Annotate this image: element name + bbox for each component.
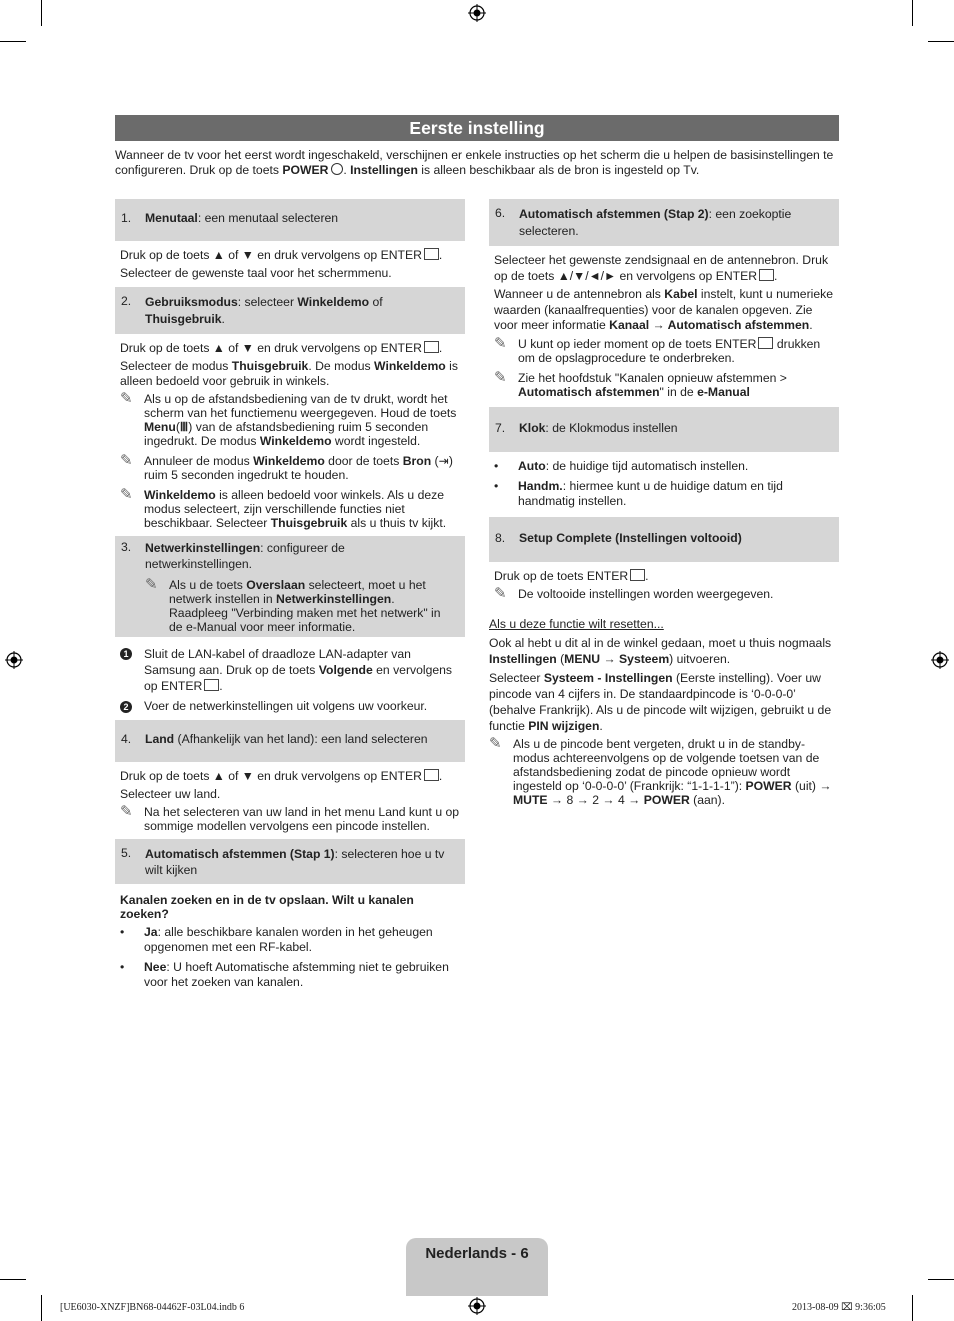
section-7-body (489, 459, 839, 509)
registration-mark-icon (931, 651, 949, 669)
page-title: Eerste instelling (115, 115, 839, 141)
print-slug-right: 2013-08-09 ⌧ 9:36:05 (792, 1302, 886, 1313)
section-6-body: Selecteer het gewenste zendsignaal en de antennebron. Druk op de toets ▲/▼/◄/► en vervolgens op ENTER . Wanneer u de antennebron als Kabel instelt, kunt u numerieke waarden (kanaalfrequenties) voor de kanalen opgeven. Zie voor meer informatie Kanaal → Automatisch afstemmen. ✎ U kunt op ieder moment op de toets ENTER drukken om de opslagprocedure te onderbreken. ✎ Zie het hoofdstuk "Kanalen opnieuw afstemmen > Automatisch afstemmen" in de e-Manual (494, 253, 833, 399)
note: ✎ De voltooide instellingen worden weergegeven. (494, 584, 774, 602)
intro-paragraph: Wanneer de tv voor het eerst wordt ingeschakeld, verschijnen er enkele instructies op het scherm die u helpen de basisinstellingen te configureren. Druk op de toets POWER . Instellingen is alleen beschikbaar als de bron is ingesteld op Tv. (115, 148, 834, 177)
section-7-header: 7. Klok: de Klokmodus instellen (489, 407, 839, 452)
right-column (489, 199, 839, 813)
pencil-note-icon: ✎ (120, 486, 133, 503)
reset-section: Als u deze functie wilt resetten... Ook al hebt u dit al in de winkel gedaan, moet u thuis nogmaals Instellingen (MENU → Systeem) uitvoeren. Selecteer Systeem - Instellingen (Eerste instelling). Voer uw pincode van 4 cijfers in. De standaardpincode is ‘0-0-0-0’ (behalve Frankrijk). Als u de pincode wilt wijzigen, gebruikt u de functie PIN wijzigen. ✎ Als u de pincode bent vergeten, drukt u in de standby-modus achtereenvolgens op de volgende toetsen van de afstandsbediening zodat de pincode opnieuw wordt ingesteld op ‘0-0-0-0’ (Frankrijk: “1-1-1-1”): POWER (uit) → MUTE → 8 → 2 → 4 → POWER (aan). (489, 616, 839, 807)
list-item: • Nee: U hoeft Automatische afstemming niet te gebruiken voor het zoeken van kanalen. (120, 960, 449, 989)
reset-heading: Als u deze functie wilt resetten... (489, 616, 664, 631)
crop-mark (41, 0, 42, 26)
note: ✎ Na het selecteren van uw land in het menu Land kunt u op sommige modellen vervolgens een pincode instellen. (120, 803, 460, 833)
crop-mark (928, 1279, 954, 1280)
list-item: • Auto: de huidige tijd automatisch instellen. (494, 458, 749, 473)
list-item: 1 Sluit de LAN-kabel of draadloze LAN-adapter van Samsung aan. Druk op de toets Volgende en vervolgens op ENTER . (120, 646, 460, 694)
note: ✎ Annuleer de modus Winkeldemo door de toets Bron (⇥) ruim 5 seconden ingedrukt te houden. (120, 452, 453, 482)
note: ✎ Zie het hoofdstuk "Kanalen opnieuw afstemmen > Automatisch afstemmen" in de e-Manual (494, 368, 787, 399)
enter-icon (424, 248, 439, 260)
enter-icon (758, 337, 773, 349)
list-item: • Ja: alle beschikbare kanalen worden in het geheugen opgenomen met een RF-kabel. (120, 925, 433, 954)
enter-icon (630, 569, 645, 581)
step-number-icon: 2 (120, 701, 132, 713)
note: ✎ Als u de pincode bent vergeten, drukt u in de standby-modus achtereenvolgens op de volgende toetsen van de afstandsbediening zodat de pincode opnieuw wordt ingesteld op ‘0-0-0-0’ (Frankrijk: “1-1-1-1”): POWER (uit) → MUTE → 8 → 2 → 4 → POWER (aan). (489, 734, 832, 807)
crop-mark (41, 1295, 42, 1321)
section-5-body: Kanalen zoeken en in de tv opslaan. Wilt u kanalen zoeken? • Ja: alle beschikbare kanalen worden in het geheugen opgenomen met een RF-kabel. • Nee: U hoeft Automatische afstemming niet te gebruiken voor het zoeken van kanalen. (115, 893, 465, 990)
enter-icon (759, 269, 774, 281)
section-8-body: Druk op de toets ENTER . ✎ De voltooide instellingen worden weergegeven. (489, 569, 839, 602)
source-icon: ⇥ (438, 454, 449, 468)
section-8-header: 8. Setup Complete (Instellingen voltooid) (489, 517, 839, 562)
print-slug-left: [UE6030-XNZF]BN68-04462F-03L04.indb 6 (60, 1302, 245, 1313)
crop-mark (0, 1279, 26, 1280)
page-number-tab: Nederlands - 6 (406, 1238, 548, 1296)
section-3-body (115, 646, 465, 714)
list-item: • Handm.: hiermee kunt u de huidige datum en tijd handmatig instellen. (494, 478, 783, 508)
enter-icon (204, 679, 219, 691)
note: ✎ Als u op de afstandsbediening van de tv drukt, wordt het scherm van het functiemenu weergegeven. Houd de toets Menu(Ⅲ) van de afstandsbediening ruim 5 seconden ingedrukt. De modus Winkeldemo wordt ingesteld. (120, 390, 457, 448)
pencil-note-icon: ✎ (494, 368, 507, 386)
note: ✎ Als u de toets Overslaan selecteert, moet u het netwerk instellen in Netwerkinstellingen. Raadpleeg "Verbinding maken met het netwerk" in de e-Manual voor meer informatie. (145, 576, 441, 634)
menu-icon: Ⅲ (179, 420, 189, 434)
pencil-note-icon: ✎ (120, 803, 133, 820)
section-6-header: 6. Automatisch afstemmen (Stap 2): een zoekoptie selecteren. (489, 199, 839, 246)
section-4-header: 4. Land (Afhankelijk van het land): een land selecteren (115, 720, 465, 762)
note: ✎ Winkeldemo is alleen bedoeld voor winkels. Als u deze modus selecteert, zijn verschillende functies niet beschikbaar. Selecteer Thuisgebruik als u thuis tv kijkt. (120, 486, 447, 530)
note: ✎ U kunt op ieder moment op de toets ENTER drukken om de opslagprocedure te onderbreken. (494, 334, 821, 365)
pencil-note-icon: ✎ (120, 390, 133, 407)
pencil-note-icon: ✎ (145, 576, 158, 593)
crop-mark (912, 0, 913, 26)
section-2-body: Druk op de toets ▲ of ▼ en druk vervolgens op ENTER . Selecteer de modus Thuisgebruik. De modus Winkeldemo is alleen bedoeld voor gebruik in winkels. ✎ Als u op de afstandsbediening van de tv drukt, wordt het scherm van het functiemenu weergegeven. Houd de toets Menu(Ⅲ) van de afstandsbediening ruim 5 seconden ingedrukt. De modus Winkeldemo wordt ingesteld. ✎ Annuleer de modus Winkeldemo door de toets Bron (⇥) ruim 5 seconden ingedrukt te houden. ✎ Winkeldemo is alleen bedoeld voor winkels. Als u deze modus selecteert, zijn verschillende functies niet beschikbaar. Selecteer Thuisgebruik als u thuis tv kijkt. (115, 341, 465, 530)
enter-icon (424, 769, 439, 781)
registration-mark-icon (468, 4, 486, 22)
crop-mark (912, 1295, 913, 1321)
registration-mark-icon (468, 1297, 486, 1315)
list-item: 2 Voer de netwerkinstellingen uit volgens uw voorkeur. (120, 699, 460, 714)
section-1-header: 1. Menutaal: een menutaal selecteren (115, 199, 465, 241)
crop-mark (928, 41, 954, 42)
enter-icon (424, 341, 439, 353)
crop-mark (0, 41, 26, 42)
pencil-note-icon: ✎ (494, 584, 507, 602)
section-1-body: Druk op de toets ▲ of ▼ en druk vervolgens op ENTER . Selecteer de gewenste taal voor het schermmenu. (120, 248, 443, 280)
step-number-icon: 1 (120, 648, 132, 660)
section-3-header: 3. Netwerkinstellingen: configureer de netwerkinstellingen. ✎ Als u de toets Overslaan selecteert, moet u het netwerk instellen in Netwerkinstellingen. Raadpleeg "Verbinding maken met het netwerk" in de e-Manual voor meer informatie. (115, 536, 465, 637)
left-column (115, 199, 465, 995)
section-2-header: 2. Gebruiksmodus: selecteer Winkeldemo of Thuisgebruik. (115, 287, 465, 334)
registration-mark-icon (5, 651, 23, 669)
section-4-body: Druk op de toets ▲ of ▼ en druk vervolgens op ENTER . Selecteer uw land. ✎ Na het selecteren van uw land in het menu Land kunt u op sommige modellen vervolgens een pincode instellen. (120, 769, 460, 833)
section-5-header: 5. Automatisch afstemmen (Stap 1): selecteren hoe u tv wilt kijken (115, 839, 465, 884)
power-icon (331, 163, 343, 175)
pencil-note-icon: ✎ (120, 452, 133, 469)
pencil-note-icon: ✎ (489, 734, 502, 752)
pencil-note-icon: ✎ (494, 334, 507, 352)
